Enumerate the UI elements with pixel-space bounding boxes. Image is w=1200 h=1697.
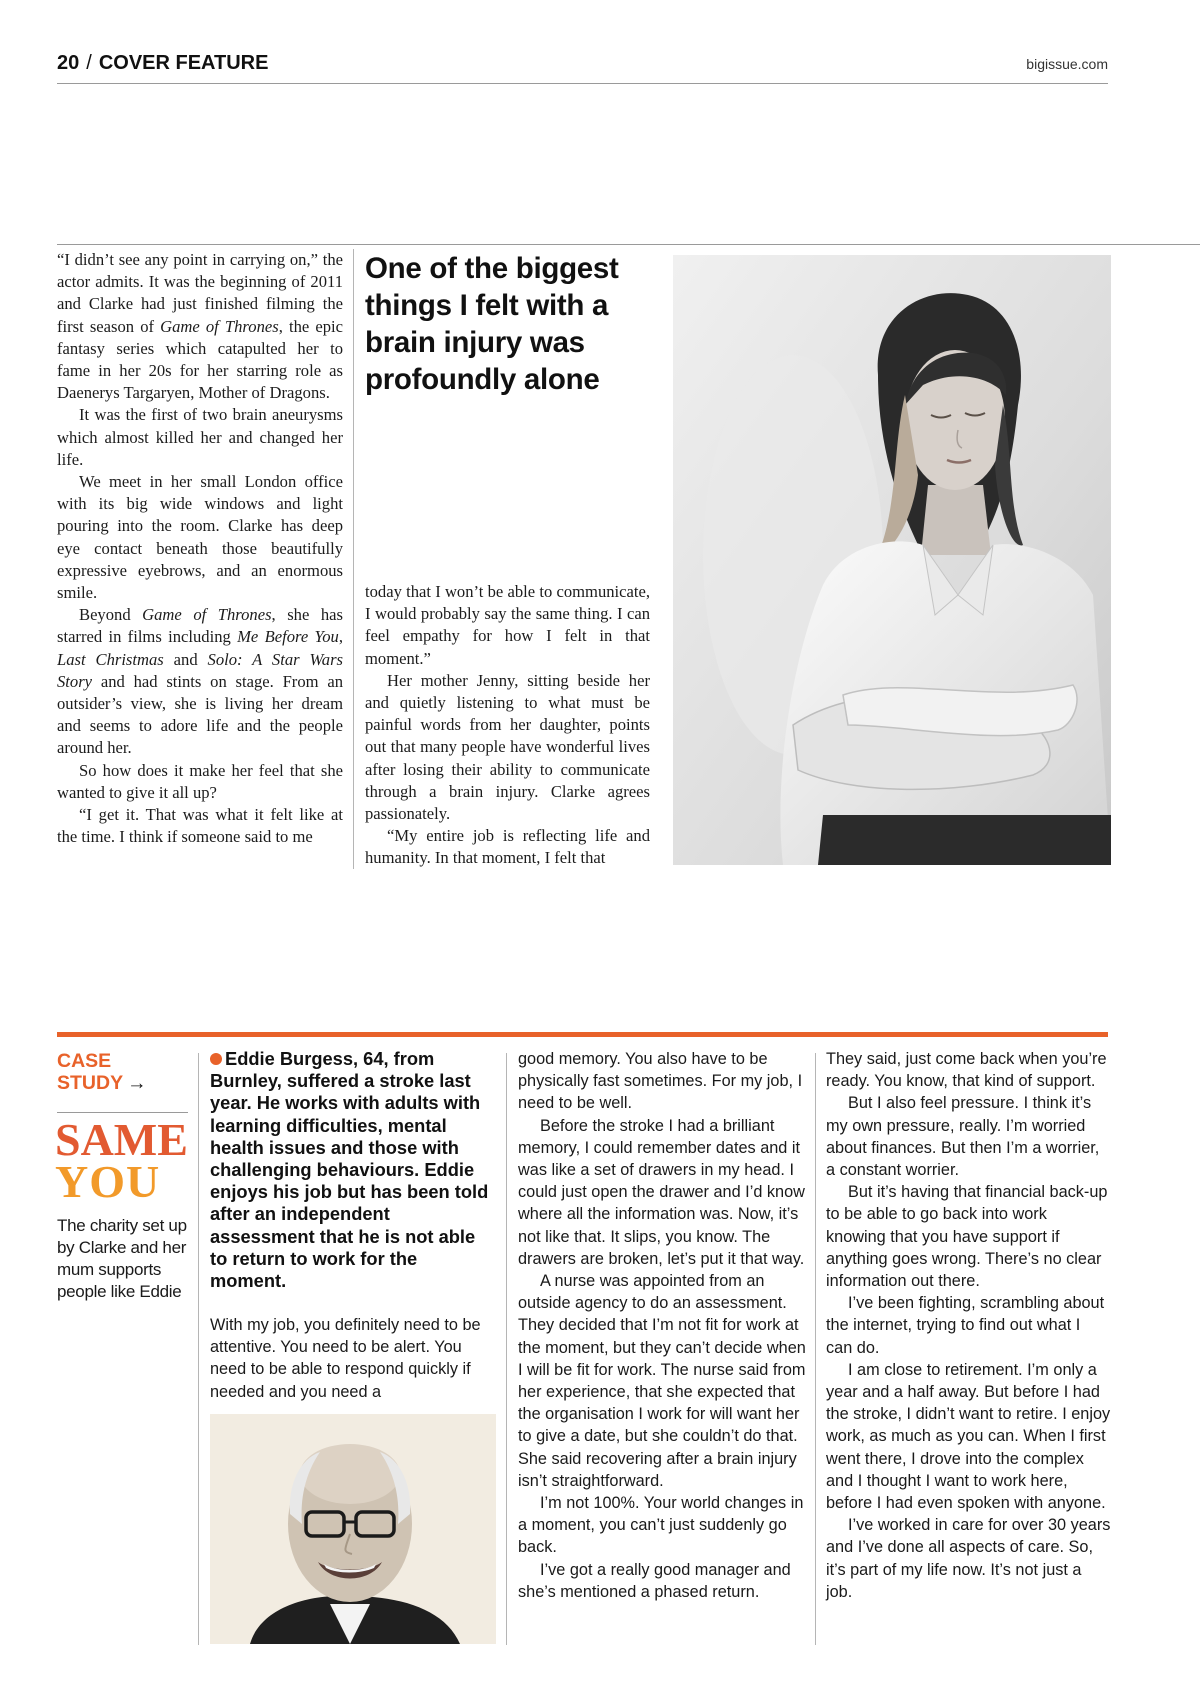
paragraph: “I didn’t see any point in carrying on,” the actor admits. It was the beginning of 2011 and Clarke had just finished filming the first season of Game of Thrones, the epic fantasy series which catapulted her to fame in her 20s for her starring role as Daenerys Targaryen, Mother of Dragons.: [57, 250, 343, 403]
portrait-photo: [673, 255, 1111, 865]
column-divider: [815, 1053, 816, 1645]
article-column-2: [365, 581, 650, 871]
paragraph: I’ve been fighting, scrambling about the internet, trying to find out what I can do.: [826, 1294, 1105, 1357]
paragraph: They said, just come back when you’re ready. You know, that kind of support.: [826, 1050, 1107, 1091]
paragraph: It was the first of two brain aneurysms which almost killed her and changed her life.: [57, 405, 343, 469]
bullet-dot-icon: [210, 1053, 222, 1065]
column-divider: [353, 249, 354, 869]
paragraph: I’ve got a really good manager and she’s mentioned a phased return.: [518, 1560, 791, 1601]
paragraph: Before the stroke I had a brilliant memory, I could remember dates and it was like a set of drawers in my head. I could just open the drawer and I’d know where all the information was. Now, it’s not like that. It slips, you know. The drawers are broken, let’s put it that way.: [518, 1116, 805, 1268]
paragraph: But I also feel pressure. I think it’s my own pressure, really. I’m worried about finances. But then I’m a worrier, a constant worrier.: [826, 1094, 1100, 1180]
case-study-label: CASE STUDY →: [57, 1050, 147, 1094]
paragraph: So how does it make her feel that she wanted to give it all up?: [57, 760, 343, 802]
folio-separator: /: [86, 52, 92, 74]
charity-caption: The charity set up by Clarke and her mum supports people like Eddie: [57, 1216, 187, 1301]
paragraph: Her mother Jenny, sitting beside her and quietly listening to what must be painful words from her daughter, points out that many people have wonderful lives after losing their ability to communicate through a brain injury. Clarke agrees passionately.: [365, 670, 650, 824]
paragraph: I’ve worked in care for over 30 years and I’ve done all aspects of care. So, it’s part of my life now. It’s not just a job.: [826, 1516, 1111, 1601]
case-study-column-3: [518, 1048, 808, 1603]
same-you-logo: SAME YOU: [55, 1114, 188, 1207]
arrow-right-icon: →: [127, 1072, 147, 1094]
paragraph: A nurse was appointed from an outside agency to do an assessment. They decided that I’m not fit for work at the moment, but they can’t decide when I will be fit for work. The nurse said from her experience, that she expected that the organisation I work for will want her to give a date, but she couldn’t do that. She said recovering after a brain injury isn’t straightforward.: [518, 1272, 806, 1490]
paragraph: I am close to retirement. I’m only a year and a half away. But before I had the stroke, I didn’t want to retire. I enjoy work, as much as you can. When I first went there, I drove into the complex and I thought I want to work here, before I had even spoken with anyone.: [826, 1360, 1111, 1513]
paragraph: I’m not 100%. Your world changes in a moment, you can’t just suddenly go back.: [518, 1494, 804, 1557]
paragraph: good memory. You also have to be physically fast sometimes. For my job, I need to be well.: [518, 1050, 803, 1113]
eddie-photo: [210, 1414, 496, 1644]
site-url: bigissue.com: [1026, 56, 1108, 72]
paragraph: “My entire job is reflecting life and humanity. In that moment, I felt that: [365, 826, 650, 868]
paragraph: We meet in her small London office with its big wide windows and light pouring into the room. Clarke has deep eye contact beneath those beautifully expressive eyebrows, and an enormous smile.: [57, 472, 343, 603]
paragraph: today that I won’t be able to communicate, I would probably say the same thing. I can feel empathy for how I felt in that moment.”: [365, 582, 650, 668]
section-name: COVER FEATURE: [98, 52, 269, 74]
divider-rule: [57, 244, 1200, 245]
case-study-body-start: With my job, you definitely need to be attentive. You need to be alert. You need to be able to respond quickly if needed and you need a: [210, 1316, 481, 1401]
pull-quote: One of the biggest things I felt with a brain injury was profoundly alone: [365, 252, 619, 396]
column-divider: [506, 1053, 507, 1645]
paragraph: “I get it. That was what it felt like at the time. I think if someone said to me: [57, 805, 343, 847]
sidebar-rule: [57, 1112, 188, 1113]
case-study-rule: [57, 1032, 1108, 1037]
case-study-column-4: [826, 1048, 1111, 1603]
page-number: 20: [57, 52, 80, 74]
folio: [57, 52, 268, 75]
paragraph: Beyond Game of Thrones, she has starred in films including Me Before You, Last Christmas and Solo: A Star Wars Story and had stints on stage. From an outsider’s view, she is living her dream and seems to adore life and the people around her.: [57, 605, 343, 758]
article-column-1: [57, 249, 343, 871]
paragraph: But it’s having that financial back-up to be able to go back into work knowing that you have support if anything goes wrong. There’s no clear information out there.: [826, 1183, 1108, 1291]
case-study-intro: Eddie Burgess, 64, from Burnley, suffered a stroke last year. He works with adults with learning difficulties, mental health issues and those with challenging behaviours. Eddie enjoys his job but has been told after an independent assessment that he is not able to return to work for the moment.: [210, 1048, 489, 1292]
page-header: [57, 50, 1108, 84]
column-divider: [198, 1053, 199, 1645]
